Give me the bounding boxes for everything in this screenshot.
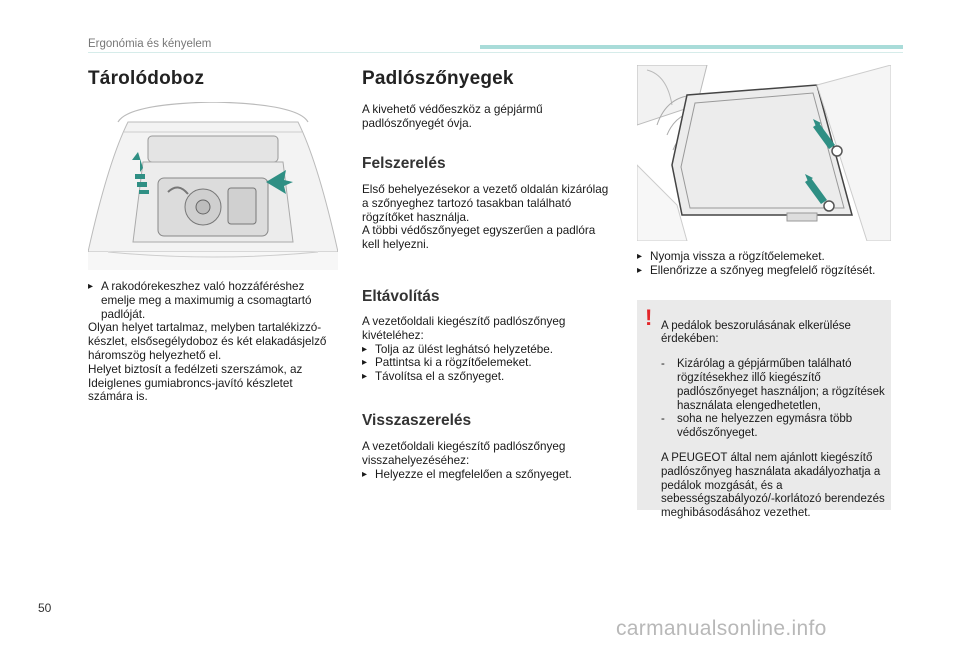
step-text: Tolja az ülést leghátsó helyzetébe. xyxy=(375,342,554,356)
list-item xyxy=(362,356,616,370)
paragraph: A vezetőoldali kiegészítő padlószőnyeg visszahelyezéséhez: xyxy=(362,440,566,467)
triangle-bullet-icon: ▸ xyxy=(362,357,368,369)
paragraph: A PEUGEOT által nem ajánlott kiegészítő padlószőnyeg használata akadályozhatja a pedálok mozgását, és a sebességszabályozó/-korlátozó berendezés meghibásodásához vezethet. xyxy=(661,452,885,519)
floor-mats-intro: A kivehető védőeszköz a gépjármű padlószőnyegét óvja. xyxy=(362,103,543,130)
storage-box-title: Tárolódoboz xyxy=(88,68,205,89)
warning-box xyxy=(637,300,891,519)
storage-box-text xyxy=(88,280,338,404)
triangle-bullet-icon: ▸ xyxy=(362,468,368,480)
paragraph: Első behelyezésekor a vezető oldalán kizárólag a szőnyeghez tartozó tasakban található rögzítőket használja. xyxy=(362,183,609,224)
list-item: - soha ne helyezzen egymásra több védőszőnyeget. xyxy=(661,413,889,440)
warning-item: soha ne helyezzen egymásra több védőszőnyeget. xyxy=(677,413,853,439)
list-item xyxy=(362,370,616,384)
warning-text xyxy=(661,308,889,532)
trunk-illustration xyxy=(88,102,338,270)
step-text: Ellenőrizze a szőnyeg megfelelő rögzítését. xyxy=(650,263,876,277)
paragraph: A többi védőszőnyeget egyszerűen a padlóra kell helyezni. xyxy=(362,224,596,252)
list-item xyxy=(637,264,897,278)
header-accent-bar xyxy=(480,45,903,49)
warning-item: Kizárólag a gépjárműben található rögzítésekhez illő kiegészítő padlószőnyeget használjon; a rögzítések használata elengedhetetlen, xyxy=(677,358,885,412)
installation-heading: Felszerelés xyxy=(362,155,446,172)
paragraph: A vezetőoldali kiegészítő padlószőnyeg kivételéhez: xyxy=(362,315,566,342)
removal-text xyxy=(362,315,616,384)
triangle-bullet-icon: ▸ xyxy=(637,251,643,262)
list-item: - Kizárólag a gépjárműben található rögzítésekhez illő kiegészítő padlószőnyeget használjon; a rögzítések használata elengedhetetlen, xyxy=(661,358,889,413)
page-number: 50 xyxy=(38,601,52,615)
triangle-bullet-icon: ▸ xyxy=(362,343,368,355)
reinstall-text xyxy=(362,440,616,481)
list-item xyxy=(637,250,897,264)
paragraph: Olyan helyet tartalmaz, melyben tartalékizzó-készlet, elsősegélydoboz és két elakadásjelző háromszög helyezhető el. xyxy=(88,321,327,362)
step-text: Helyezze el megfelelően a szőnyeget. xyxy=(375,467,572,481)
triangle-bullet-icon: ▸ xyxy=(88,281,94,292)
list-item xyxy=(362,468,616,482)
header-rule xyxy=(88,52,903,53)
list-item xyxy=(362,343,616,357)
removal-heading: Eltávolítás xyxy=(362,288,440,305)
floor-mat-illustration xyxy=(637,65,891,241)
step-text: Pattintsa ki a rögzítőelemeket. xyxy=(375,356,532,370)
paragraph: A pedálok beszorulásának elkerülése érdekében: xyxy=(661,319,851,346)
triangle-bullet-icon: ▸ xyxy=(637,264,643,276)
floor-mats-title: Padlószőnyegek xyxy=(362,68,514,89)
section-header: Ergonómia és kényelem xyxy=(88,38,212,50)
watermark: carmanualsonline.info xyxy=(616,617,827,640)
list-item xyxy=(88,280,338,321)
paragraph: Helyet biztosít a fedélzeti szerszámok, az Ideiglenes gumiabroncs-javító készletet számára is. xyxy=(88,362,303,404)
reinstall-heading: Visszaszerelés xyxy=(362,412,472,429)
installation-text xyxy=(362,183,616,252)
triangle-bullet-icon: ▸ xyxy=(362,371,368,383)
step-text: Nyomja vissza a rögzítőelemeket. xyxy=(650,250,825,263)
bullet-text: A rakodórekeszhez való hozzáféréshez emelje meg a maximumig a csomagtartó padlóját. xyxy=(101,280,312,321)
refit-steps xyxy=(637,250,897,278)
step-text: Távolítsa el a szőnyeget. xyxy=(375,370,505,384)
warning-exclamation-icon: ! xyxy=(645,305,653,330)
